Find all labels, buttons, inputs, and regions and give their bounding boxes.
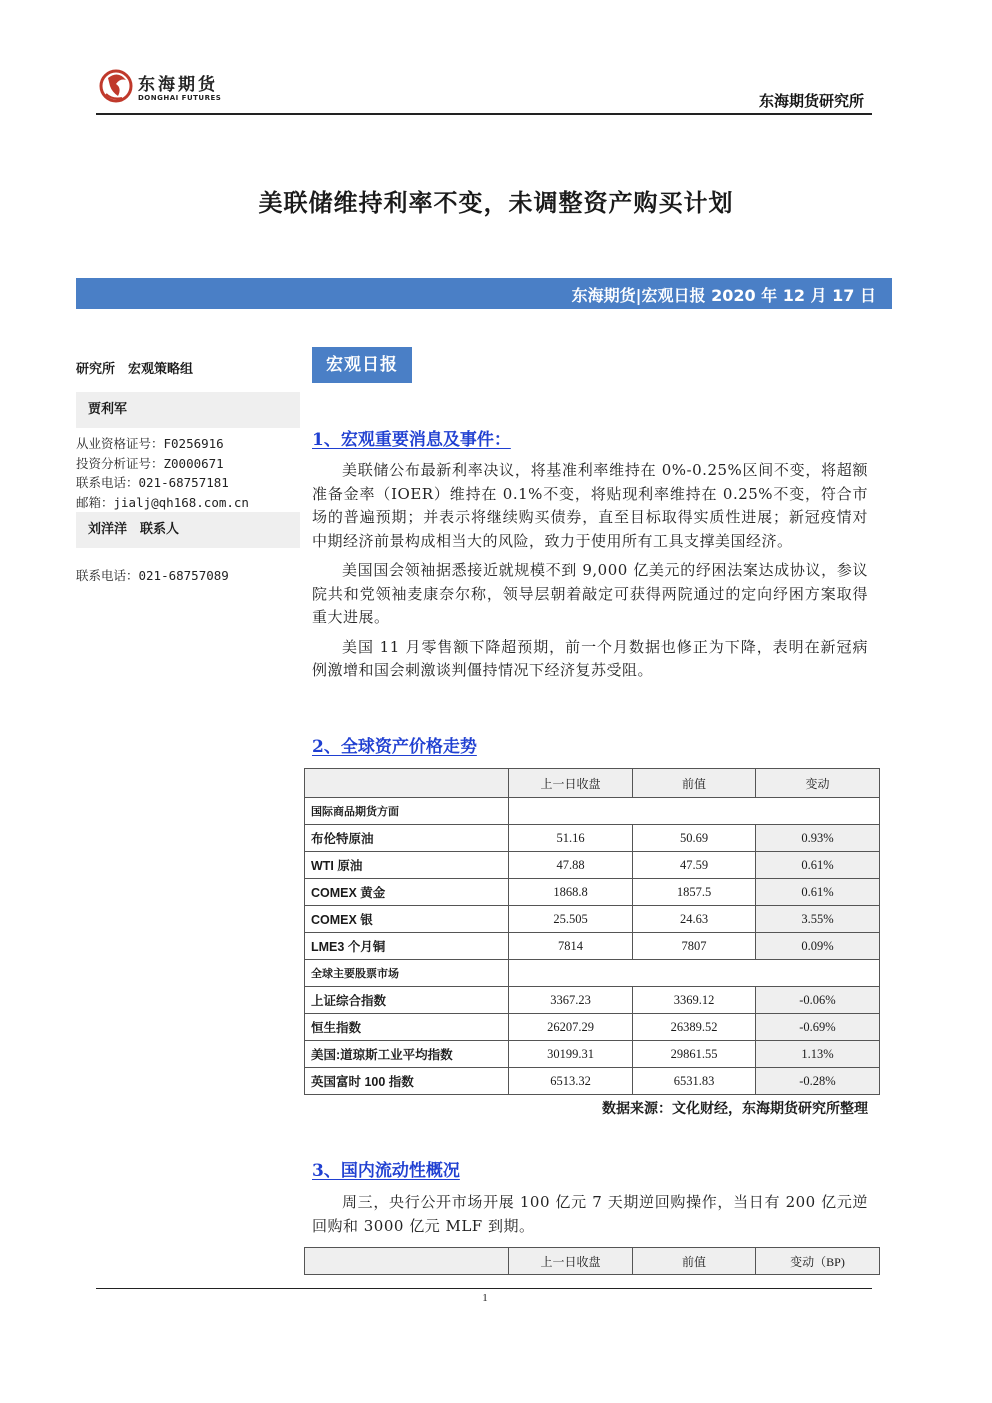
category-blank: [509, 798, 880, 825]
prev-value: 47.59: [633, 852, 756, 879]
column-header: 前值: [633, 769, 756, 798]
header-institute: 东海期货研究所: [758, 92, 864, 110]
change-value: 0.61%: [756, 879, 880, 906]
column-header: 上一日收盘: [509, 1248, 633, 1275]
asset-name: 布伦特原油: [305, 825, 509, 852]
analyst1-cert: 从业资格证号：F0256916: [76, 436, 224, 451]
close-value: 30199.31: [509, 1041, 633, 1068]
table-row: [305, 879, 880, 906]
close-value: 3367.23: [509, 987, 633, 1014]
column-header: 前值: [633, 1248, 756, 1275]
change-value: 3.55%: [756, 906, 880, 933]
section-tag: 宏观日报: [312, 347, 412, 383]
change-value: 0.93%: [756, 825, 880, 852]
analyst1-invest-cert: 投资分析证号：Z0000671: [76, 456, 224, 471]
column-header: 变动（BP): [756, 1248, 880, 1275]
logo-chinese-name: 东海期货: [138, 75, 218, 95]
close-value: 7814: [509, 933, 633, 960]
category-label: 国际商品期货方面: [305, 798, 509, 825]
asset-name: COMEX 黄金: [305, 879, 509, 906]
table-header-blank: [305, 769, 509, 798]
asset-name: 英国富时 100 指数: [305, 1068, 509, 1095]
analyst2-phone: 联系电话：021-68757089: [76, 568, 229, 583]
column-header: 上一日收盘: [509, 769, 633, 798]
table-header-row: [305, 769, 880, 798]
banner-text: 东海期货|宏观日报 2020 年 12 月 17 日: [571, 286, 876, 305]
close-value: 47.88: [509, 852, 633, 879]
dragon-logo-icon: [98, 66, 134, 106]
section1-paragraph: 美国 11 月零售额下降超预期，前一个月数据也修正为下降，表明在新冠病例激增和国会刺激谈判僵持情况下经济复苏受阻。: [312, 637, 868, 679]
category-row: [305, 960, 880, 987]
asset-name: LME3 个月铜: [305, 933, 509, 960]
asset-price-table: [304, 768, 880, 1095]
table-row: [305, 1014, 880, 1041]
close-value: 51.16: [509, 825, 633, 852]
prev-value: 1857.5: [633, 879, 756, 906]
data-source-note: 数据来源：文化财经，东海期货研究所整理: [602, 1101, 868, 1117]
logo-english-name: DONGHAI FUTURES: [138, 94, 222, 102]
change-value: 0.61%: [756, 852, 880, 879]
asset-name: WTI 原油: [305, 852, 509, 879]
change-value: -0.28%: [756, 1068, 880, 1095]
close-value: 6513.32: [509, 1068, 633, 1095]
section3-body: [312, 1191, 868, 1244]
table-header-row: [305, 1248, 880, 1275]
footer-divider: [96, 1288, 872, 1289]
section3-heading: 3、国内流动性概况: [312, 1161, 460, 1181]
prev-value: 3369.12: [633, 987, 756, 1014]
column-header: 变动: [756, 769, 880, 798]
category-row: [305, 798, 880, 825]
prev-value: 7807: [633, 933, 756, 960]
analyst1-phone: 联系电话：021-68757181: [76, 475, 229, 490]
table-row: [305, 1068, 880, 1095]
report-banner: [76, 278, 892, 309]
prev-value: 6531.83: [633, 1068, 756, 1095]
table-row: [305, 906, 880, 933]
asset-name: 恒生指数: [305, 1014, 509, 1041]
section1-body: [312, 459, 868, 689]
section1-paragraph: 美国国会领袖据悉接近就规模不到 9,000 亿美元的纾困法案达成协议，参议院共和党领袖麦康奈尔称，领导层朝着敲定可获得两院通过的定向纾困方案取得重大进展。: [312, 561, 868, 626]
change-value: -0.69%: [756, 1014, 880, 1041]
section3-paragraph: 周三，央行公开市场开展 100 亿元 7 天期逆回购操作，当日有 200 亿元逆回购和 3000 亿元 MLF 到期。: [312, 1193, 868, 1235]
liquidity-table: [304, 1247, 880, 1275]
prev-value: 24.63: [633, 906, 756, 933]
section2-heading: 2、全球资产价格走势: [312, 737, 477, 757]
table-row: [305, 1041, 880, 1068]
category-label: 全球主要股票市场: [305, 960, 509, 987]
analyst1-name: 贾利军: [76, 392, 300, 428]
section1-heading: 1、宏观重要消息及事件：: [312, 430, 511, 450]
table-row: [305, 825, 880, 852]
table-row: [305, 852, 880, 879]
close-value: 26207.29: [509, 1014, 633, 1041]
company-logo: [98, 66, 238, 110]
analyst1-email: 邮箱：jialj@qh168.com.cn: [76, 495, 249, 510]
table-row: [305, 987, 880, 1014]
asset-name: COMEX 银: [305, 906, 509, 933]
prev-value: 29861.55: [633, 1041, 756, 1068]
section1-paragraph: 美联储公布最新利率决议，将基准利率维持在 0%-0.25%区间不变，将超额准备金率（IOER）维持在 0.1%不变，将贴现利率维持在 0.25%不变，符合市场的普遍预期；并表示将继续购买债券，直至目标取得实质性进展；新冠疫情对中期经济前景构成相当大的风险，致力于使用所有工具支撑美国经济。: [312, 461, 868, 550]
asset-name: 美国:道琼斯工业平均指数: [305, 1041, 509, 1068]
close-value: 25.505: [509, 906, 633, 933]
analyst2-name: 刘洋洋 联系人: [76, 512, 300, 548]
prev-value: 50.69: [633, 825, 756, 852]
page-number: 1: [482, 1292, 488, 1304]
document-title: 美联储维持利率不变，未调整资产购买计划: [258, 188, 734, 217]
sidebar-dept: 研究所 宏观策略组: [76, 362, 194, 377]
prev-value: 26389.52: [633, 1014, 756, 1041]
category-blank: [509, 960, 880, 987]
change-value: 1.13%: [756, 1041, 880, 1068]
asset-name: 上证综合指数: [305, 987, 509, 1014]
close-value: 1868.8: [509, 879, 633, 906]
change-value: 0.09%: [756, 933, 880, 960]
header-divider: [96, 113, 872, 115]
change-value: -0.06%: [756, 987, 880, 1014]
table-row: [305, 933, 880, 960]
table-header-blank: [305, 1248, 509, 1275]
